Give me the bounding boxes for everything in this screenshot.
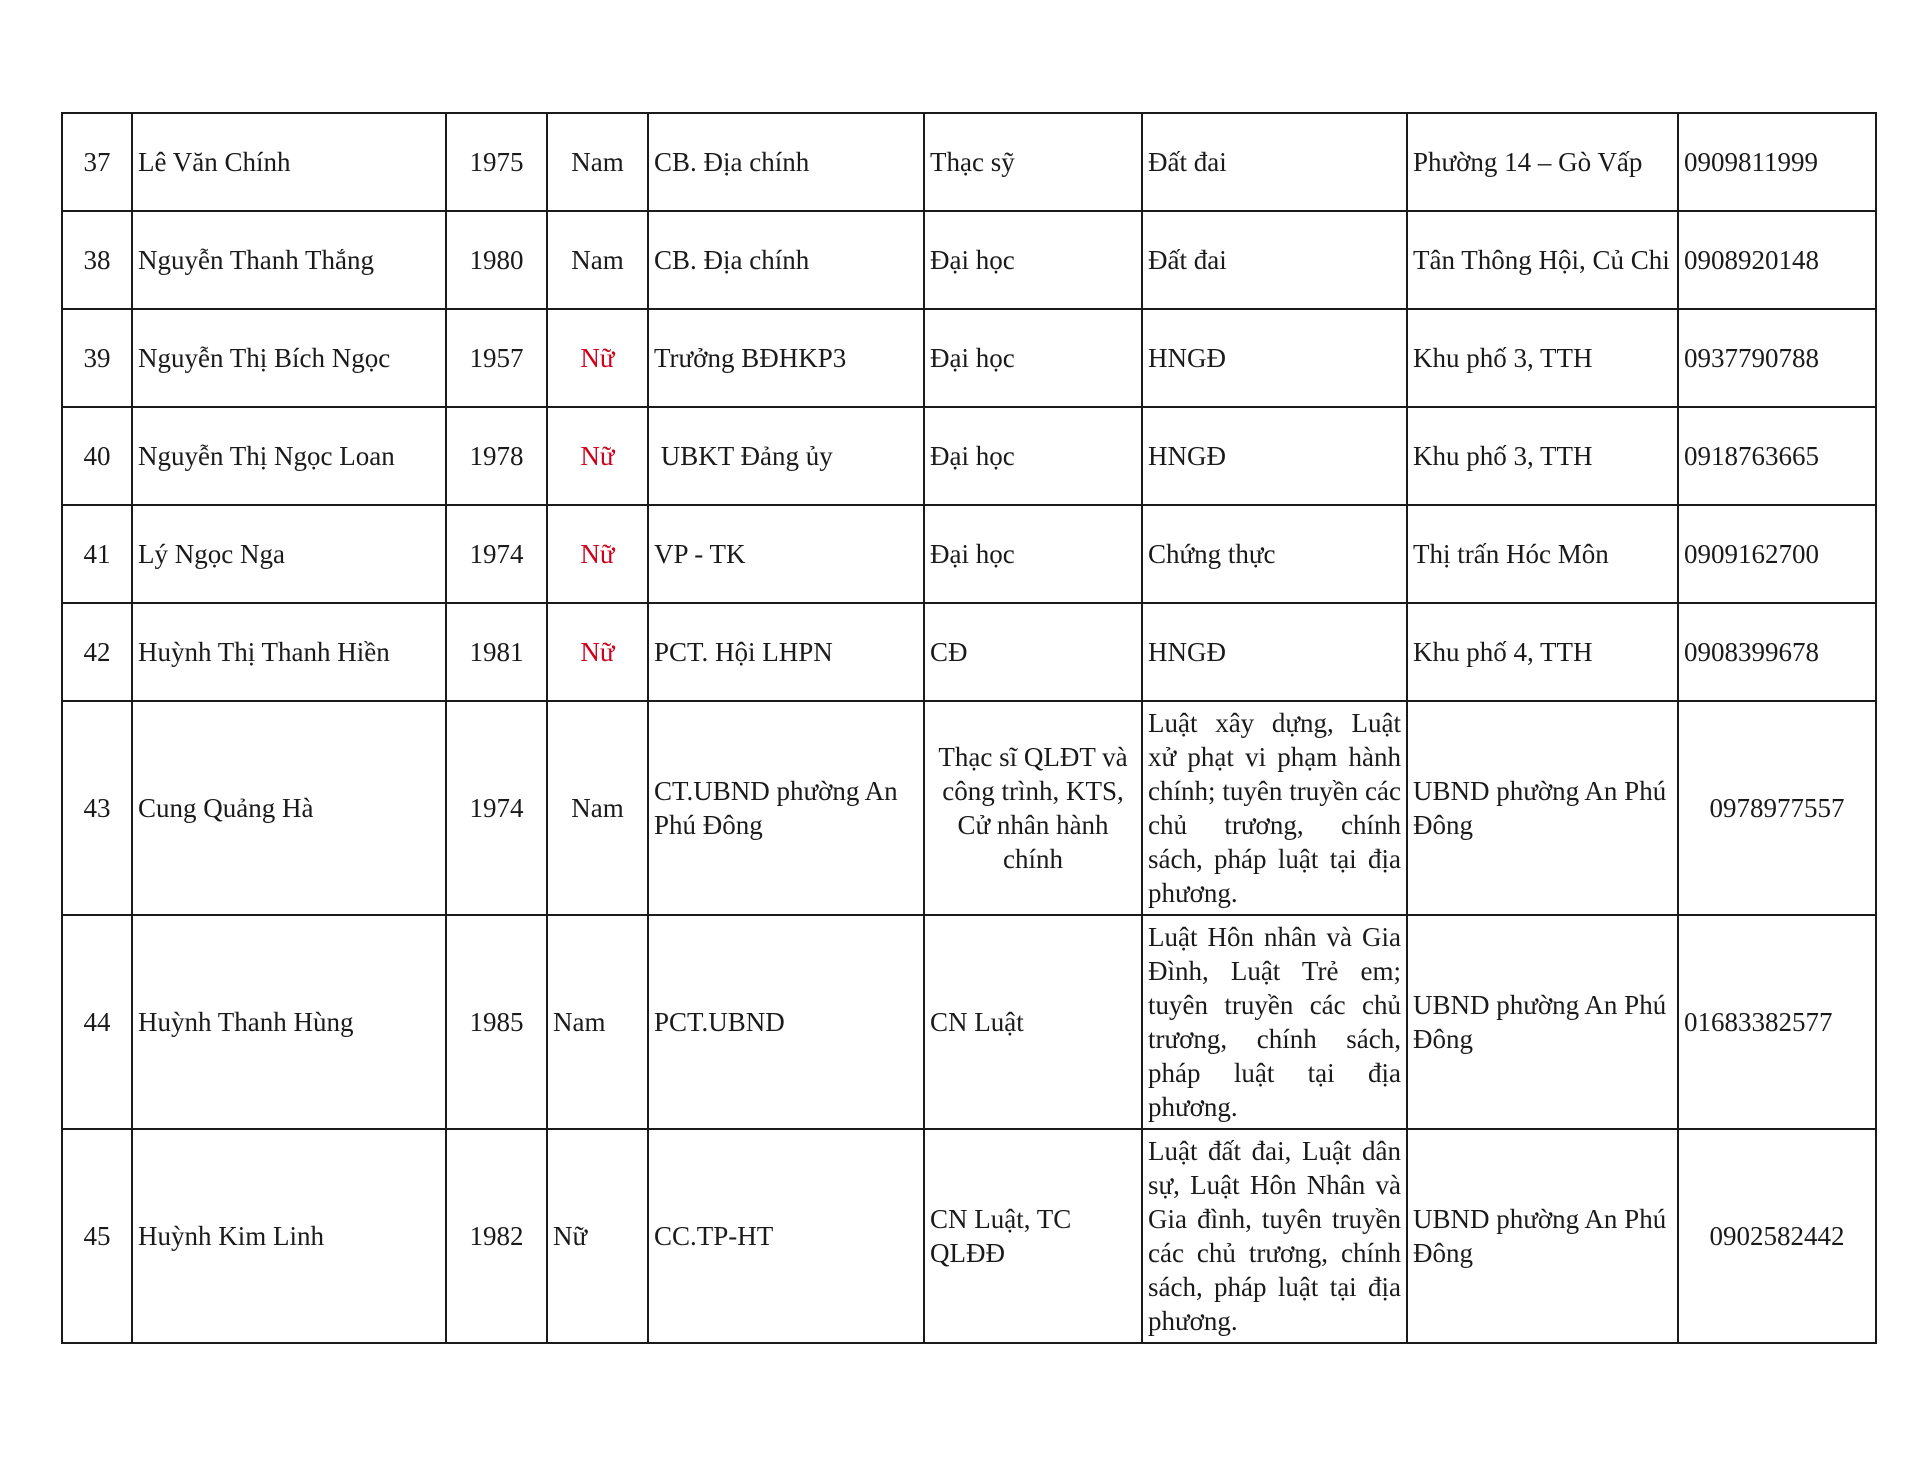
- table-row: [62, 407, 1876, 505]
- position-cell: PCT.UBND: [648, 915, 924, 1129]
- birth-year-cell: 1985: [446, 915, 547, 1129]
- field-cell: Luật xây dựng, Luật xử phạt vi phạm hành chính; tuyên truyền các chủ trương, chính sách, pháp luật tại địa phương.: [1142, 701, 1407, 915]
- table-row: [62, 603, 1876, 701]
- phone-cell: 0918763665: [1678, 407, 1876, 505]
- field-cell: HNGĐ: [1142, 603, 1407, 701]
- name-cell: Nguyễn Thị Bích Ngọc: [132, 309, 446, 407]
- phone-cell: 0978977557: [1678, 701, 1876, 915]
- education-cell: CN Luật: [924, 915, 1142, 1129]
- education-cell: Đại học: [924, 505, 1142, 603]
- name-cell: Huỳnh Thị Thanh Hiền: [132, 603, 446, 701]
- stt-cell: 43: [62, 701, 132, 915]
- phone-cell: 0908399678: [1678, 603, 1876, 701]
- education-cell: CĐ: [924, 603, 1142, 701]
- position-cell: CB. Địa chính: [648, 113, 924, 211]
- name-cell: Lê Văn Chính: [132, 113, 446, 211]
- stt-cell: 39: [62, 309, 132, 407]
- stt-cell: 38: [62, 211, 132, 309]
- phone-cell: 0902582442: [1678, 1129, 1876, 1343]
- field-cell: HNGĐ: [1142, 407, 1407, 505]
- gender-cell: Nam: [547, 211, 648, 309]
- address-cell: UBND phường An Phú Đông: [1407, 915, 1678, 1129]
- field-cell: Đất đai: [1142, 113, 1407, 211]
- address-cell: Khu phố 3, TTH: [1407, 407, 1678, 505]
- birth-year-cell: 1974: [446, 505, 547, 603]
- birth-year-cell: 1975: [446, 113, 547, 211]
- stt-cell: 45: [62, 1129, 132, 1343]
- stt-cell: 42: [62, 603, 132, 701]
- position-cell: CT.UBND phường An Phú Đông: [648, 701, 924, 915]
- birth-year-cell: 1982: [446, 1129, 547, 1343]
- stt-cell: 41: [62, 505, 132, 603]
- field-cell: Chứng thực: [1142, 505, 1407, 603]
- field-cell: Luật đất đai, Luật dân sự, Luật Hôn Nhân và Gia đình, tuyên truyền các chủ trương, chính sách, pháp luật tại địa phương.: [1142, 1129, 1407, 1343]
- field-cell: Đất đai: [1142, 211, 1407, 309]
- gender-cell: Nữ: [547, 407, 648, 505]
- table-row: [62, 505, 1876, 603]
- field-cell: Luật Hôn nhân và Gia Đình, Luật Trẻ em; tuyên truyền các chủ trương, chính sách, pháp luật tại địa phương.: [1142, 915, 1407, 1129]
- position-cell: UBKT Đảng ủy: [648, 407, 924, 505]
- education-cell: CN Luật, TC QLĐĐ: [924, 1129, 1142, 1343]
- table-row: [62, 113, 1876, 211]
- phone-cell: 0909162700: [1678, 505, 1876, 603]
- address-cell: Thị trấn Hóc Môn: [1407, 505, 1678, 603]
- gender-cell: Nữ: [547, 1129, 648, 1343]
- table-row: [62, 309, 1876, 407]
- table-row: [62, 1129, 1876, 1343]
- position-cell: Trưởng BĐHKP3: [648, 309, 924, 407]
- phone-cell: 0908920148: [1678, 211, 1876, 309]
- position-cell: PCT. Hội LHPN: [648, 603, 924, 701]
- education-cell: Đại học: [924, 211, 1142, 309]
- gender-cell: Nam: [547, 915, 648, 1129]
- name-cell: Huỳnh Thanh Hùng: [132, 915, 446, 1129]
- education-cell: Thạc sỹ: [924, 113, 1142, 211]
- birth-year-cell: 1980: [446, 211, 547, 309]
- gender-cell: Nữ: [547, 309, 648, 407]
- address-cell: Khu phố 3, TTH: [1407, 309, 1678, 407]
- name-cell: Cung Quảng Hà: [132, 701, 446, 915]
- birth-year-cell: 1957: [446, 309, 547, 407]
- address-cell: Khu phố 4, TTH: [1407, 603, 1678, 701]
- stt-cell: 44: [62, 915, 132, 1129]
- table-row: [62, 915, 1876, 1129]
- address-cell: Phường 14 – Gò Vấp: [1407, 113, 1678, 211]
- education-cell: Đại học: [924, 309, 1142, 407]
- position-cell: CB. Địa chính: [648, 211, 924, 309]
- name-cell: Lý Ngọc Nga: [132, 505, 446, 603]
- position-cell: CC.TP-HT: [648, 1129, 924, 1343]
- gender-cell: Nam: [547, 701, 648, 915]
- name-cell: Huỳnh Kim Linh: [132, 1129, 446, 1343]
- gender-cell: Nam: [547, 113, 648, 211]
- table-row: [62, 211, 1876, 309]
- name-cell: Nguyễn Thị Ngọc Loan: [132, 407, 446, 505]
- education-cell: Đại học: [924, 407, 1142, 505]
- education-cell: Thạc sĩ QLĐT và công trình, KTS, Cử nhân hành chính: [924, 701, 1142, 915]
- birth-year-cell: 1978: [446, 407, 547, 505]
- table-row: [62, 701, 1876, 915]
- gender-cell: Nữ: [547, 505, 648, 603]
- stt-cell: 40: [62, 407, 132, 505]
- phone-cell: 0909811999: [1678, 113, 1876, 211]
- phone-cell: 01683382577: [1678, 915, 1876, 1129]
- name-cell: Nguyễn Thanh Thắng: [132, 211, 446, 309]
- birth-year-cell: 1981: [446, 603, 547, 701]
- phone-cell: 0937790788: [1678, 309, 1876, 407]
- address-cell: UBND phường An Phú Đông: [1407, 1129, 1678, 1343]
- birth-year-cell: 1974: [446, 701, 547, 915]
- address-cell: Tân Thông Hội, Củ Chi: [1407, 211, 1678, 309]
- personnel-table: [61, 112, 1877, 1344]
- position-cell: VP - TK: [648, 505, 924, 603]
- stt-cell: 37: [62, 113, 132, 211]
- field-cell: HNGĐ: [1142, 309, 1407, 407]
- gender-cell: Nữ: [547, 603, 648, 701]
- address-cell: UBND phường An Phú Đông: [1407, 701, 1678, 915]
